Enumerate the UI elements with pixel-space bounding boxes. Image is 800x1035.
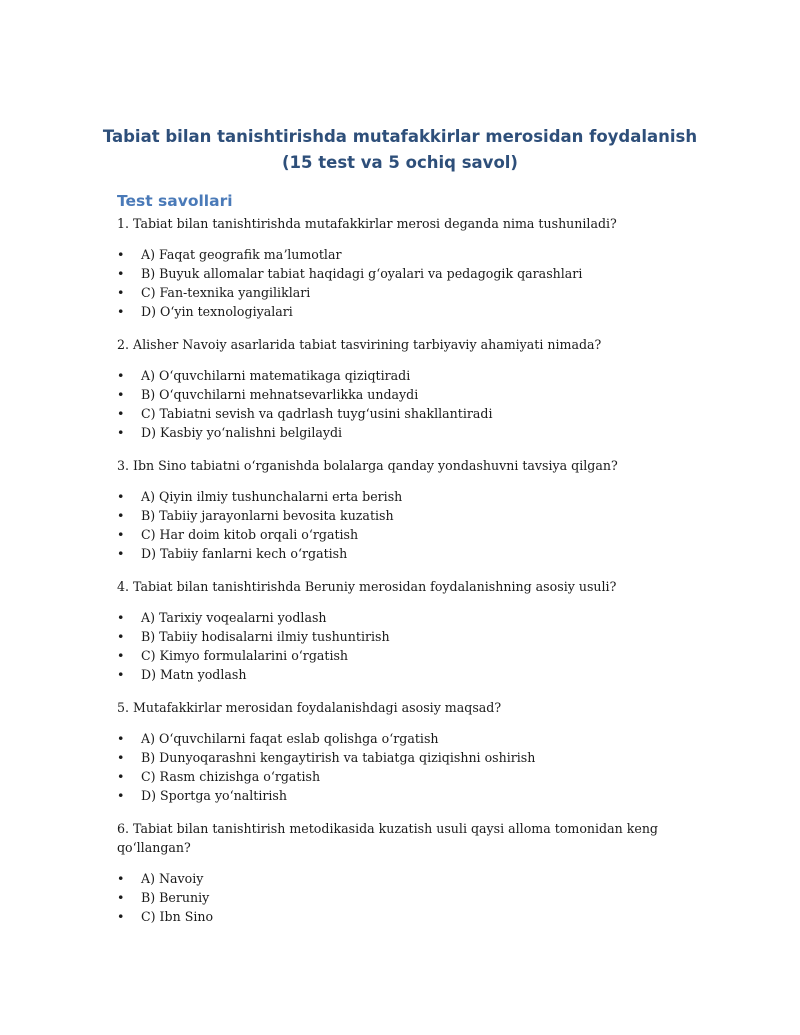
bullet-icon: • (117, 425, 125, 440)
option-5b (117, 748, 697, 767)
document-title (0, 124, 800, 176)
question-4: 4. Tabiat bilan tanishtirishda Beruniy merosidan foydalanishning asosiy usuli? (117, 579, 617, 594)
bullet-icon: • (117, 871, 125, 886)
option-3c (117, 525, 697, 544)
option-1d (117, 302, 697, 321)
option-text: D) Tabiiy fanlarni kech oʻrgatish (141, 546, 348, 561)
question-2: 2. Alisher Navoiy asarlarida tabiat tasvirining tarbiyaviy ahamiyati nimada? (117, 337, 602, 352)
option-text: B) Tabiiy hodisalarni ilmiy tushuntirish (141, 629, 390, 644)
option-text: D) Matn yodlash (141, 667, 247, 682)
bullet-icon: • (117, 610, 125, 625)
options-list-3 (117, 487, 697, 563)
bullet-icon: • (117, 890, 125, 905)
bullet-icon: • (117, 489, 125, 504)
question-3: 3. Ibn Sino tabiatni oʻrganishda bolalarga qanday yondashuvni tavsiya qilgan? (117, 458, 618, 473)
option-6c (117, 907, 697, 926)
bullet-icon: • (117, 368, 125, 383)
bullet-icon: • (117, 667, 125, 682)
bullet-icon: • (117, 648, 125, 663)
options-list-1 (117, 245, 697, 321)
option-2a (117, 366, 697, 385)
options-list-6 (117, 869, 697, 926)
options-list-4 (117, 608, 697, 684)
document-content (117, 190, 697, 940)
option-text: D) Oʻyin texnologiyalari (141, 304, 293, 319)
bullet-icon: • (117, 629, 125, 644)
option-text: C) Kimyo formulalarini oʻrgatish (141, 648, 349, 663)
option-4a (117, 608, 697, 627)
bullet-icon: • (117, 508, 125, 523)
option-text: C) Tabiatni sevish va qadrlash tuygʻusini shakllantiradi (141, 406, 493, 421)
option-text: B) Buyuk allomalar tabiat haqidagi gʻoyalari va pedagogik qarashlari (141, 266, 583, 281)
option-text: D) Sportga yoʻnaltirish (141, 788, 287, 803)
option-2d (117, 423, 697, 442)
option-1c (117, 283, 697, 302)
option-2c (117, 404, 697, 423)
bullet-icon: • (117, 731, 125, 746)
bullet-icon: • (117, 750, 125, 765)
option-6b (117, 888, 697, 907)
option-5c (117, 767, 697, 786)
option-3b (117, 506, 697, 525)
bullet-icon: • (117, 546, 125, 561)
option-text: B) Dunyoqarashni kengaytirish va tabiatga qiziqishni oshirish (141, 750, 536, 765)
option-text: C) Rasm chizishga oʻrgatish (141, 769, 321, 784)
option-6a (117, 869, 697, 888)
option-4b (117, 627, 697, 646)
option-1a (117, 245, 697, 264)
option-text: B) Oʻquvchilarni mehnatsevarlikka undaydi (141, 387, 419, 402)
option-text: A) Faqat geografik maʼlumotlar (141, 247, 342, 262)
title-line-2: (15 test va 5 ochiq savol) (282, 153, 518, 172)
option-5d (117, 786, 697, 805)
options-list-2 (117, 366, 697, 442)
option-3a (117, 487, 697, 506)
option-text: C) Fan-texnika yangiliklari (141, 285, 311, 300)
option-text: A) Navoiy (141, 871, 204, 886)
bullet-icon: • (117, 406, 125, 421)
bullet-icon: • (117, 247, 125, 262)
option-4d (117, 665, 697, 684)
bullet-icon: • (117, 788, 125, 803)
option-text: C) Har doim kitob orqali oʻrgatish (141, 527, 359, 542)
option-1b (117, 264, 697, 283)
question-6: 6. Tabiat bilan tanishtirish metodikasida kuzatish usuli qaysi alloma tomonidan keng qoʻllangan? (117, 821, 658, 855)
option-4c (117, 646, 697, 665)
bullet-icon: • (117, 527, 125, 542)
bullet-icon: • (117, 266, 125, 281)
bullet-icon: • (117, 909, 125, 924)
option-text: A) Oʻquvchilarni faqat eslab qolishga oʻrgatish (141, 731, 439, 746)
option-3d (117, 544, 697, 563)
bullet-icon: • (117, 769, 125, 784)
bullet-icon: • (117, 387, 125, 402)
section-heading: Test savollari (117, 192, 233, 210)
option-text: C) Ibn Sino (141, 909, 214, 924)
bullet-icon: • (117, 304, 125, 319)
option-text: B) Beruniy (141, 890, 210, 905)
option-text: D) Kasbiy yoʻnalishni belgilaydi (141, 425, 343, 440)
option-text: A) Tarixiy voqealarni yodlash (141, 610, 327, 625)
option-text: A) Oʻquvchilarni matematikaga qiziqtiradi (141, 368, 411, 383)
options-list-5 (117, 729, 697, 805)
option-text: B) Tabiiy jarayonlarni bevosita kuzatish (141, 508, 394, 523)
option-5a (117, 729, 697, 748)
question-1: 1. Tabiat bilan tanishtirishda mutafakkirlar merosi deganda nima tushuniladi? (117, 216, 617, 231)
bullet-icon: • (117, 285, 125, 300)
option-2b (117, 385, 697, 404)
question-5: 5. Mutafakkirlar merosidan foydalanishdagi asosiy maqsad? (117, 700, 502, 715)
title-line-1: Tabiat bilan tanishtirishda mutafakkirlar merosidan foydalanish (102, 127, 698, 146)
option-text: A) Qiyin ilmiy tushunchalarni erta berish (141, 489, 403, 504)
